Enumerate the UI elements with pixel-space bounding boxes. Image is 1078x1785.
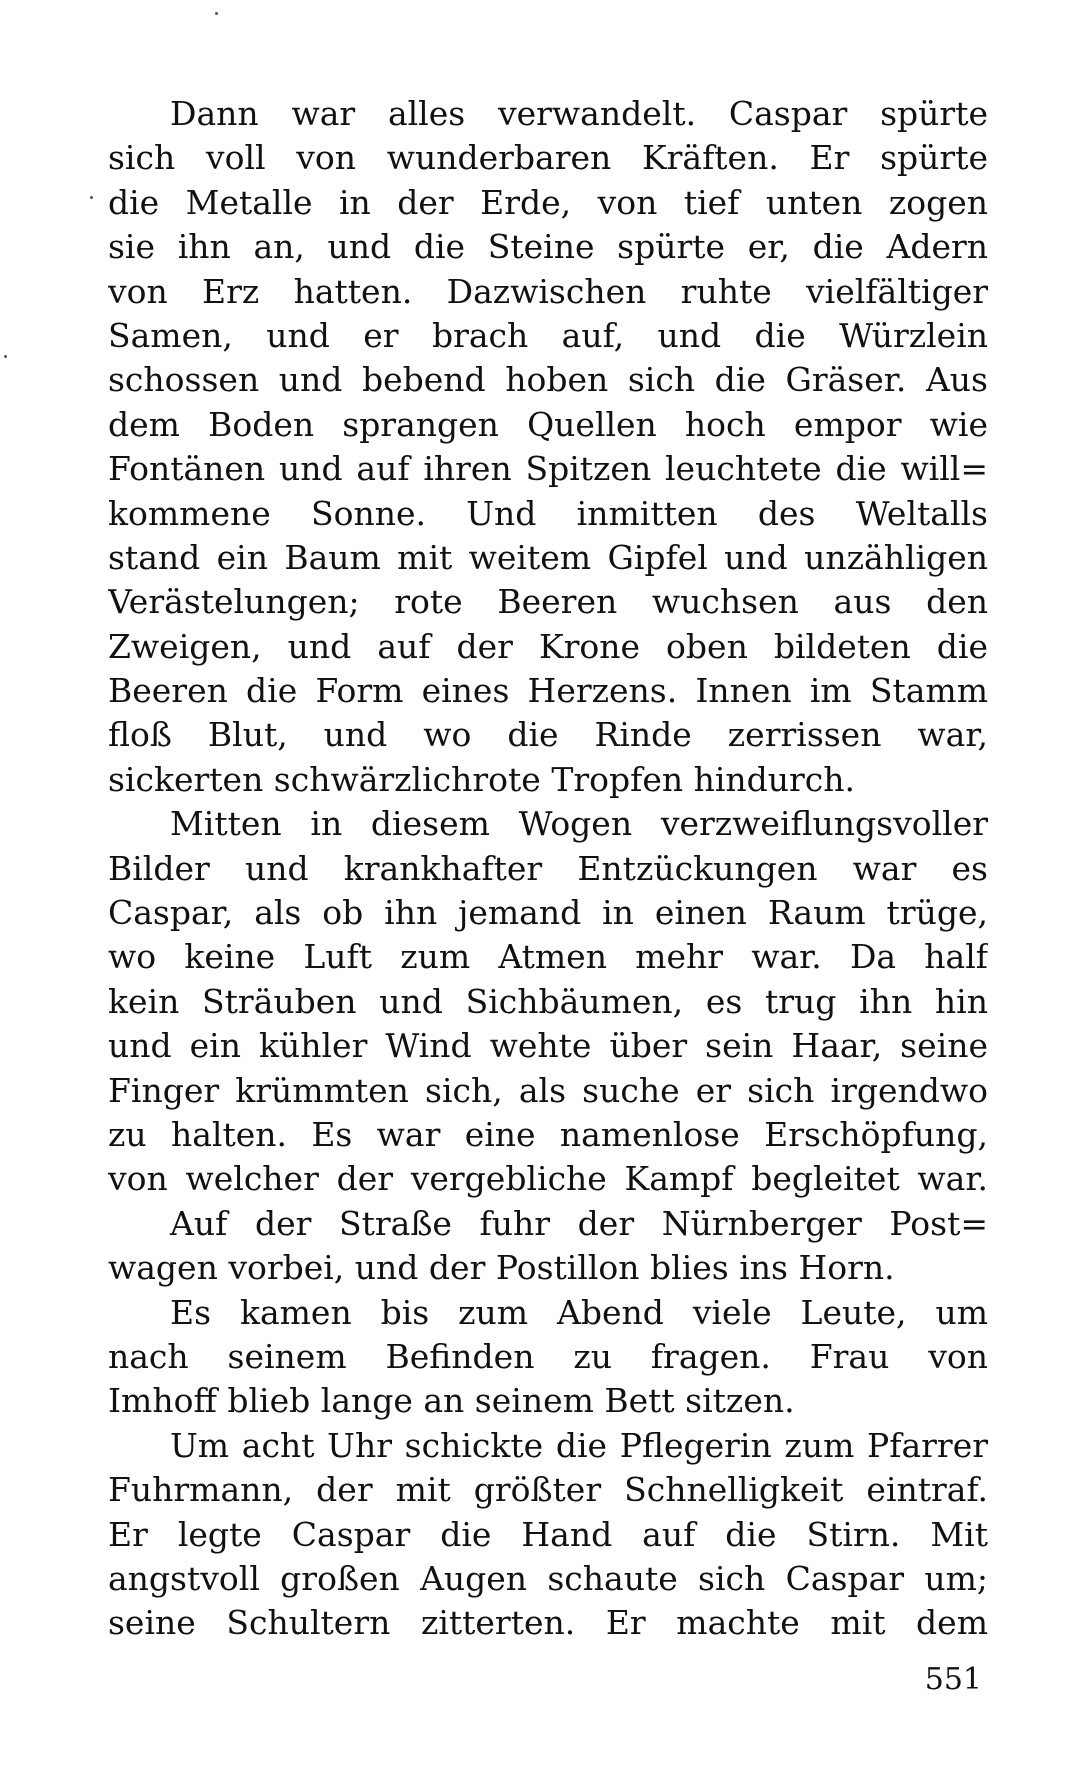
text-line: stand ein Baum mit weitem Gipfel und unzähligen	[108, 537, 988, 577]
page-number: 551	[924, 1662, 982, 1697]
text-line: dem Boden sprangen Quellen hoch empor wie	[108, 404, 988, 444]
text-line: Samen, und er brach auf, und die Würzlein	[108, 315, 988, 355]
text-line: Auf der Straße fuhr der Nürnberger Post=	[170, 1203, 988, 1243]
text-line: sie ihn an, und die Steine spürte er, die Adern	[108, 227, 988, 267]
text-line: Beeren die Form eines Herzens. Innen im Stamm	[108, 671, 988, 711]
text-line: die Metalle in der Erde, von tief unten zogen	[108, 182, 988, 222]
text-line: nach seinem Befinden zu fragen. Frau von	[108, 1336, 988, 1376]
scan-speck	[4, 355, 7, 358]
body-text	[108, 92, 988, 1646]
text-line: Er legte Caspar die Hand auf die Stirn. Mit	[108, 1514, 988, 1554]
text-line: und ein kühler Wind wehte über sein Haar, seine	[108, 1026, 988, 1066]
text-line: von welcher der vergebliche Kampf begleitet war.	[108, 1159, 988, 1199]
text-line: Imhoff blieb lange an seinem Bett sitzen.	[108, 1381, 795, 1421]
text-line: Verästelungen; rote Beeren wuchsen aus den	[108, 582, 988, 622]
text-line: kommene Sonne. Und inmitten des Weltalls	[108, 493, 988, 533]
text-line: zu halten. Es war eine namenlose Erschöpfung,	[108, 1114, 988, 1154]
text-line: kein Sträuben und Sichbäumen, es trug ihn hin	[108, 981, 988, 1021]
text-line: Zweigen, und auf der Krone oben bildeten die	[108, 626, 988, 666]
text-line: Mitten in diesem Wogen verzweiflungsvoller	[170, 804, 988, 844]
text-line: Fuhrmann, der mit größter Schnelligkeit eintraf.	[108, 1470, 988, 1510]
text-line: Bilder und krankhafter Entzückungen war es	[108, 848, 988, 888]
text-line: sich voll von wunderbaren Kräften. Er spürte	[108, 138, 988, 178]
text-line: Es kamen bis zum Abend viele Leute, um	[170, 1292, 988, 1332]
scan-speck	[215, 12, 218, 15]
text-line: angstvoll großen Augen schaute sich Caspar um;	[108, 1558, 988, 1598]
scan-speck	[90, 196, 93, 199]
text-line: wagen vorbei, und der Postillon blies ins Horn.	[108, 1248, 895, 1288]
text-line: Caspar, als ob ihn jemand in einen Raum trüge,	[108, 893, 988, 933]
text-line: schossen und bebend hoben sich die Gräser. Aus	[108, 360, 988, 400]
text-line: von Erz hatten. Dazwischen ruhte vielfältiger	[108, 271, 988, 311]
text-line: seine Schultern zitterten. Er machte mit dem	[108, 1603, 988, 1643]
text-line: Um acht Uhr schickte die Pflegerin zum Pfarrer	[170, 1425, 988, 1465]
text-line: Fontänen und auf ihren Spitzen leuchtete die will=	[108, 449, 988, 489]
text-line: Finger krümmten sich, als suche er sich irgendwo	[108, 1070, 988, 1110]
text-line: sickerten schwärzlichrote Tropfen hindurch.	[108, 759, 856, 799]
text-line: Dann war alles verwandelt. Caspar spürte	[170, 94, 988, 133]
text-line: floß Blut, und wo die Rinde zerrissen war,	[108, 715, 988, 755]
text-line: wo keine Luft zum Atmen mehr war. Da half	[108, 937, 988, 977]
